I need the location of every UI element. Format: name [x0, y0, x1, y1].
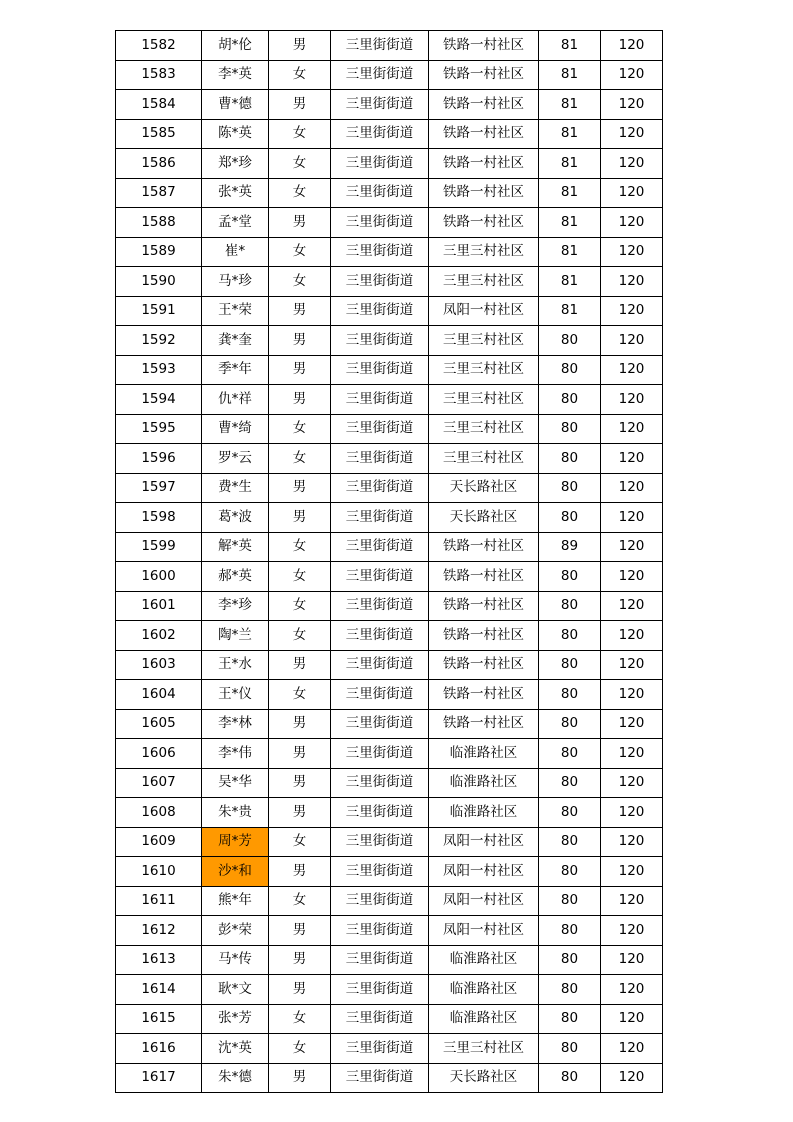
name-cell: 胡*伦	[202, 31, 269, 61]
table-row	[116, 916, 663, 946]
street-cell: 三里街街道	[331, 119, 429, 149]
amount-cell: 120	[601, 798, 663, 828]
serial-number-cell: 1592	[116, 326, 202, 356]
name-cell: 季*年	[202, 355, 269, 385]
roster-table	[115, 30, 663, 1093]
name-cell: 解*英	[202, 532, 269, 562]
street-cell: 三里街街道	[331, 149, 429, 179]
amount-cell: 120	[601, 532, 663, 562]
serial-number-cell: 1587	[116, 178, 202, 208]
table-row	[116, 355, 663, 385]
table-row	[116, 768, 663, 798]
street-cell: 三里街街道	[331, 857, 429, 887]
street-cell: 三里街街道	[331, 473, 429, 503]
community-cell: 铁路一村社区	[429, 31, 539, 61]
gender-cell: 男	[269, 473, 331, 503]
community-cell: 铁路一村社区	[429, 650, 539, 680]
name-cell: 曹*绮	[202, 414, 269, 444]
serial-number-cell: 1608	[116, 798, 202, 828]
amount-cell: 120	[601, 621, 663, 651]
table-row	[116, 503, 663, 533]
community-cell: 铁路一村社区	[429, 532, 539, 562]
name-cell: 葛*波	[202, 503, 269, 533]
amount-cell: 120	[601, 208, 663, 238]
serial-number-cell: 1585	[116, 119, 202, 149]
gender-cell: 女	[269, 827, 331, 857]
gender-cell: 女	[269, 119, 331, 149]
serial-number-cell: 1615	[116, 1004, 202, 1034]
community-cell: 铁路一村社区	[429, 680, 539, 710]
amount-cell: 120	[601, 709, 663, 739]
gender-cell: 女	[269, 414, 331, 444]
gender-cell: 女	[269, 591, 331, 621]
serial-number-cell: 1617	[116, 1063, 202, 1093]
age-cell: 80	[539, 768, 601, 798]
name-cell: 崔*	[202, 237, 269, 267]
serial-number-cell: 1613	[116, 945, 202, 975]
serial-number-cell: 1598	[116, 503, 202, 533]
age-cell: 80	[539, 1063, 601, 1093]
gender-cell: 男	[269, 975, 331, 1005]
amount-cell: 120	[601, 768, 663, 798]
serial-number-cell: 1616	[116, 1034, 202, 1064]
age-cell: 81	[539, 178, 601, 208]
community-cell: 临淮路社区	[429, 798, 539, 828]
table-row	[116, 562, 663, 592]
amount-cell: 120	[601, 296, 663, 326]
age-cell: 80	[539, 975, 601, 1005]
name-cell: 王*荣	[202, 296, 269, 326]
serial-number-cell: 1583	[116, 60, 202, 90]
age-cell: 80	[539, 650, 601, 680]
name-cell: 张*芳	[202, 1004, 269, 1034]
serial-number-cell: 1602	[116, 621, 202, 651]
street-cell: 三里街街道	[331, 650, 429, 680]
age-cell: 80	[539, 591, 601, 621]
name-cell: 孟*堂	[202, 208, 269, 238]
street-cell: 三里街街道	[331, 975, 429, 1005]
name-cell: 仇*祥	[202, 385, 269, 415]
amount-cell: 120	[601, 680, 663, 710]
gender-cell: 女	[269, 532, 331, 562]
community-cell: 凤阳一村社区	[429, 296, 539, 326]
serial-number-cell: 1597	[116, 473, 202, 503]
serial-number-cell: 1595	[116, 414, 202, 444]
gender-cell: 女	[269, 562, 331, 592]
community-cell: 铁路一村社区	[429, 60, 539, 90]
community-cell: 三里三村社区	[429, 1034, 539, 1064]
age-cell: 80	[539, 1034, 601, 1064]
community-cell: 铁路一村社区	[429, 149, 539, 179]
name-cell: 郑*珍	[202, 149, 269, 179]
amount-cell: 120	[601, 562, 663, 592]
community-cell: 临淮路社区	[429, 975, 539, 1005]
community-cell: 天长路社区	[429, 1063, 539, 1093]
gender-cell: 男	[269, 326, 331, 356]
table-row	[116, 975, 663, 1005]
name-cell: 王*仪	[202, 680, 269, 710]
serial-number-cell: 1600	[116, 562, 202, 592]
community-cell: 凤阳一村社区	[429, 886, 539, 916]
age-cell: 80	[539, 680, 601, 710]
name-cell: 吴*华	[202, 768, 269, 798]
street-cell: 三里街街道	[331, 444, 429, 474]
table-row	[116, 90, 663, 120]
age-cell: 81	[539, 208, 601, 238]
name-cell: 熊*年	[202, 886, 269, 916]
street-cell: 三里街街道	[331, 621, 429, 651]
amount-cell: 120	[601, 31, 663, 61]
table-row	[116, 709, 663, 739]
amount-cell: 120	[601, 1063, 663, 1093]
gender-cell: 男	[269, 503, 331, 533]
age-cell: 81	[539, 90, 601, 120]
community-cell: 天长路社区	[429, 503, 539, 533]
amount-cell: 120	[601, 945, 663, 975]
amount-cell: 120	[601, 90, 663, 120]
name-cell: 龚*奎	[202, 326, 269, 356]
table-row	[116, 149, 663, 179]
age-cell: 80	[539, 827, 601, 857]
gender-cell: 女	[269, 1034, 331, 1064]
amount-cell: 120	[601, 916, 663, 946]
gender-cell: 女	[269, 178, 331, 208]
amount-cell: 120	[601, 886, 663, 916]
table-row	[116, 267, 663, 297]
name-cell: 郝*英	[202, 562, 269, 592]
gender-cell: 男	[269, 208, 331, 238]
street-cell: 三里街街道	[331, 326, 429, 356]
street-cell: 三里街街道	[331, 768, 429, 798]
gender-cell: 男	[269, 768, 331, 798]
name-cell: 王*水	[202, 650, 269, 680]
age-cell: 81	[539, 149, 601, 179]
serial-number-cell: 1591	[116, 296, 202, 326]
age-cell: 80	[539, 385, 601, 415]
serial-number-cell: 1612	[116, 916, 202, 946]
gender-cell: 女	[269, 267, 331, 297]
serial-number-cell: 1607	[116, 768, 202, 798]
name-cell: 朱*德	[202, 1063, 269, 1093]
amount-cell: 120	[601, 503, 663, 533]
table-row	[116, 385, 663, 415]
amount-cell: 120	[601, 827, 663, 857]
street-cell: 三里街街道	[331, 503, 429, 533]
gender-cell: 男	[269, 739, 331, 769]
name-cell: 费*生	[202, 473, 269, 503]
serial-number-cell: 1582	[116, 31, 202, 61]
name-cell: 曹*德	[202, 90, 269, 120]
name-cell: 马*珍	[202, 267, 269, 297]
street-cell: 三里街街道	[331, 178, 429, 208]
serial-number-cell: 1614	[116, 975, 202, 1005]
gender-cell: 男	[269, 709, 331, 739]
name-cell: 沈*英	[202, 1034, 269, 1064]
street-cell: 三里街街道	[331, 532, 429, 562]
table-row	[116, 857, 663, 887]
gender-cell: 女	[269, 237, 331, 267]
community-cell: 三里三村社区	[429, 385, 539, 415]
street-cell: 三里街街道	[331, 414, 429, 444]
serial-number-cell: 1588	[116, 208, 202, 238]
street-cell: 三里街街道	[331, 355, 429, 385]
community-cell: 铁路一村社区	[429, 119, 539, 149]
name-cell: 耿*文	[202, 975, 269, 1005]
gender-cell: 男	[269, 355, 331, 385]
street-cell: 三里街街道	[331, 798, 429, 828]
age-cell: 80	[539, 709, 601, 739]
street-cell: 三里街街道	[331, 709, 429, 739]
street-cell: 三里街街道	[331, 237, 429, 267]
name-cell: 陈*英	[202, 119, 269, 149]
amount-cell: 120	[601, 326, 663, 356]
table-row	[116, 650, 663, 680]
community-cell: 三里三村社区	[429, 237, 539, 267]
table-row	[116, 739, 663, 769]
amount-cell: 120	[601, 237, 663, 267]
serial-number-cell: 1604	[116, 680, 202, 710]
amount-cell: 120	[601, 857, 663, 887]
serial-number-cell: 1589	[116, 237, 202, 267]
table-row	[116, 798, 663, 828]
age-cell: 81	[539, 31, 601, 61]
table-row	[116, 178, 663, 208]
street-cell: 三里街街道	[331, 945, 429, 975]
community-cell: 凤阳一村社区	[429, 827, 539, 857]
amount-cell: 120	[601, 267, 663, 297]
amount-cell: 120	[601, 178, 663, 208]
amount-cell: 120	[601, 149, 663, 179]
gender-cell: 男	[269, 857, 331, 887]
table-row	[116, 1034, 663, 1064]
amount-cell: 120	[601, 650, 663, 680]
street-cell: 三里街街道	[331, 1063, 429, 1093]
serial-number-cell: 1606	[116, 739, 202, 769]
table-row	[116, 886, 663, 916]
street-cell: 三里街街道	[331, 827, 429, 857]
street-cell: 三里街街道	[331, 31, 429, 61]
gender-cell: 男	[269, 31, 331, 61]
age-cell: 80	[539, 945, 601, 975]
gender-cell: 男	[269, 296, 331, 326]
serial-number-cell: 1593	[116, 355, 202, 385]
name-cell: 周*芳	[202, 827, 269, 857]
table-row	[116, 414, 663, 444]
table-row	[116, 237, 663, 267]
street-cell: 三里街街道	[331, 562, 429, 592]
age-cell: 80	[539, 857, 601, 887]
name-cell: 张*英	[202, 178, 269, 208]
age-cell: 80	[539, 503, 601, 533]
amount-cell: 120	[601, 444, 663, 474]
street-cell: 三里街街道	[331, 1034, 429, 1064]
street-cell: 三里街街道	[331, 916, 429, 946]
community-cell: 临淮路社区	[429, 945, 539, 975]
name-cell: 李*伟	[202, 739, 269, 769]
street-cell: 三里街街道	[331, 208, 429, 238]
community-cell: 凤阳一村社区	[429, 916, 539, 946]
amount-cell: 120	[601, 414, 663, 444]
community-cell: 铁路一村社区	[429, 709, 539, 739]
table-row	[116, 119, 663, 149]
community-cell: 三里三村社区	[429, 444, 539, 474]
name-cell: 朱*贵	[202, 798, 269, 828]
community-cell: 铁路一村社区	[429, 178, 539, 208]
street-cell: 三里街街道	[331, 296, 429, 326]
age-cell: 89	[539, 532, 601, 562]
age-cell: 80	[539, 562, 601, 592]
serial-number-cell: 1584	[116, 90, 202, 120]
roster-table-body	[116, 31, 663, 1093]
table-row	[116, 532, 663, 562]
name-cell: 陶*兰	[202, 621, 269, 651]
table-row	[116, 60, 663, 90]
amount-cell: 120	[601, 975, 663, 1005]
table-row	[116, 296, 663, 326]
serial-number-cell: 1596	[116, 444, 202, 474]
serial-number-cell: 1605	[116, 709, 202, 739]
name-cell: 李*英	[202, 60, 269, 90]
name-cell: 马*传	[202, 945, 269, 975]
amount-cell: 120	[601, 355, 663, 385]
community-cell: 铁路一村社区	[429, 208, 539, 238]
age-cell: 81	[539, 237, 601, 267]
community-cell: 临淮路社区	[429, 1004, 539, 1034]
street-cell: 三里街街道	[331, 90, 429, 120]
community-cell: 三里三村社区	[429, 355, 539, 385]
gender-cell: 女	[269, 621, 331, 651]
gender-cell: 男	[269, 945, 331, 975]
table-row	[116, 945, 663, 975]
amount-cell: 120	[601, 385, 663, 415]
street-cell: 三里街街道	[331, 886, 429, 916]
table-row	[116, 473, 663, 503]
community-cell: 天长路社区	[429, 473, 539, 503]
serial-number-cell: 1603	[116, 650, 202, 680]
community-cell: 凤阳一村社区	[429, 857, 539, 887]
serial-number-cell: 1610	[116, 857, 202, 887]
gender-cell: 女	[269, 886, 331, 916]
serial-number-cell: 1611	[116, 886, 202, 916]
community-cell: 临淮路社区	[429, 739, 539, 769]
community-cell: 铁路一村社区	[429, 90, 539, 120]
serial-number-cell: 1609	[116, 827, 202, 857]
serial-number-cell: 1590	[116, 267, 202, 297]
street-cell: 三里街街道	[331, 1004, 429, 1034]
age-cell: 80	[539, 886, 601, 916]
name-cell: 沙*和	[202, 857, 269, 887]
community-cell: 铁路一村社区	[429, 591, 539, 621]
age-cell: 80	[539, 326, 601, 356]
community-cell: 三里三村社区	[429, 267, 539, 297]
age-cell: 80	[539, 916, 601, 946]
table-row	[116, 326, 663, 356]
amount-cell: 120	[601, 1004, 663, 1034]
table-row	[116, 1004, 663, 1034]
serial-number-cell: 1594	[116, 385, 202, 415]
age-cell: 80	[539, 355, 601, 385]
community-cell: 三里三村社区	[429, 326, 539, 356]
age-cell: 81	[539, 296, 601, 326]
gender-cell: 女	[269, 444, 331, 474]
table-row	[116, 591, 663, 621]
amount-cell: 120	[601, 119, 663, 149]
street-cell: 三里街街道	[331, 739, 429, 769]
gender-cell: 男	[269, 916, 331, 946]
table-row	[116, 1063, 663, 1093]
age-cell: 80	[539, 621, 601, 651]
age-cell: 81	[539, 267, 601, 297]
community-cell: 铁路一村社区	[429, 621, 539, 651]
amount-cell: 120	[601, 60, 663, 90]
gender-cell: 男	[269, 90, 331, 120]
serial-number-cell: 1601	[116, 591, 202, 621]
serial-number-cell: 1599	[116, 532, 202, 562]
table-row	[116, 680, 663, 710]
gender-cell: 男	[269, 650, 331, 680]
table-row	[116, 208, 663, 238]
gender-cell: 男	[269, 1063, 331, 1093]
age-cell: 80	[539, 739, 601, 769]
table-row	[116, 444, 663, 474]
amount-cell: 120	[601, 1034, 663, 1064]
street-cell: 三里街街道	[331, 60, 429, 90]
gender-cell: 女	[269, 1004, 331, 1034]
amount-cell: 120	[601, 591, 663, 621]
community-cell: 三里三村社区	[429, 414, 539, 444]
name-cell: 李*林	[202, 709, 269, 739]
name-cell: 李*珍	[202, 591, 269, 621]
gender-cell: 女	[269, 149, 331, 179]
age-cell: 80	[539, 444, 601, 474]
street-cell: 三里街街道	[331, 591, 429, 621]
age-cell: 81	[539, 119, 601, 149]
age-cell: 81	[539, 60, 601, 90]
name-cell: 彭*荣	[202, 916, 269, 946]
table-row	[116, 621, 663, 651]
name-cell: 罗*云	[202, 444, 269, 474]
serial-number-cell: 1586	[116, 149, 202, 179]
age-cell: 80	[539, 414, 601, 444]
community-cell: 铁路一村社区	[429, 562, 539, 592]
age-cell: 80	[539, 798, 601, 828]
community-cell: 临淮路社区	[429, 768, 539, 798]
table-row	[116, 827, 663, 857]
amount-cell: 120	[601, 473, 663, 503]
table-row	[116, 31, 663, 61]
street-cell: 三里街街道	[331, 385, 429, 415]
gender-cell: 女	[269, 680, 331, 710]
age-cell: 80	[539, 473, 601, 503]
gender-cell: 男	[269, 385, 331, 415]
amount-cell: 120	[601, 739, 663, 769]
age-cell: 80	[539, 1004, 601, 1034]
gender-cell: 男	[269, 798, 331, 828]
gender-cell: 女	[269, 60, 331, 90]
street-cell: 三里街街道	[331, 680, 429, 710]
street-cell: 三里街街道	[331, 267, 429, 297]
